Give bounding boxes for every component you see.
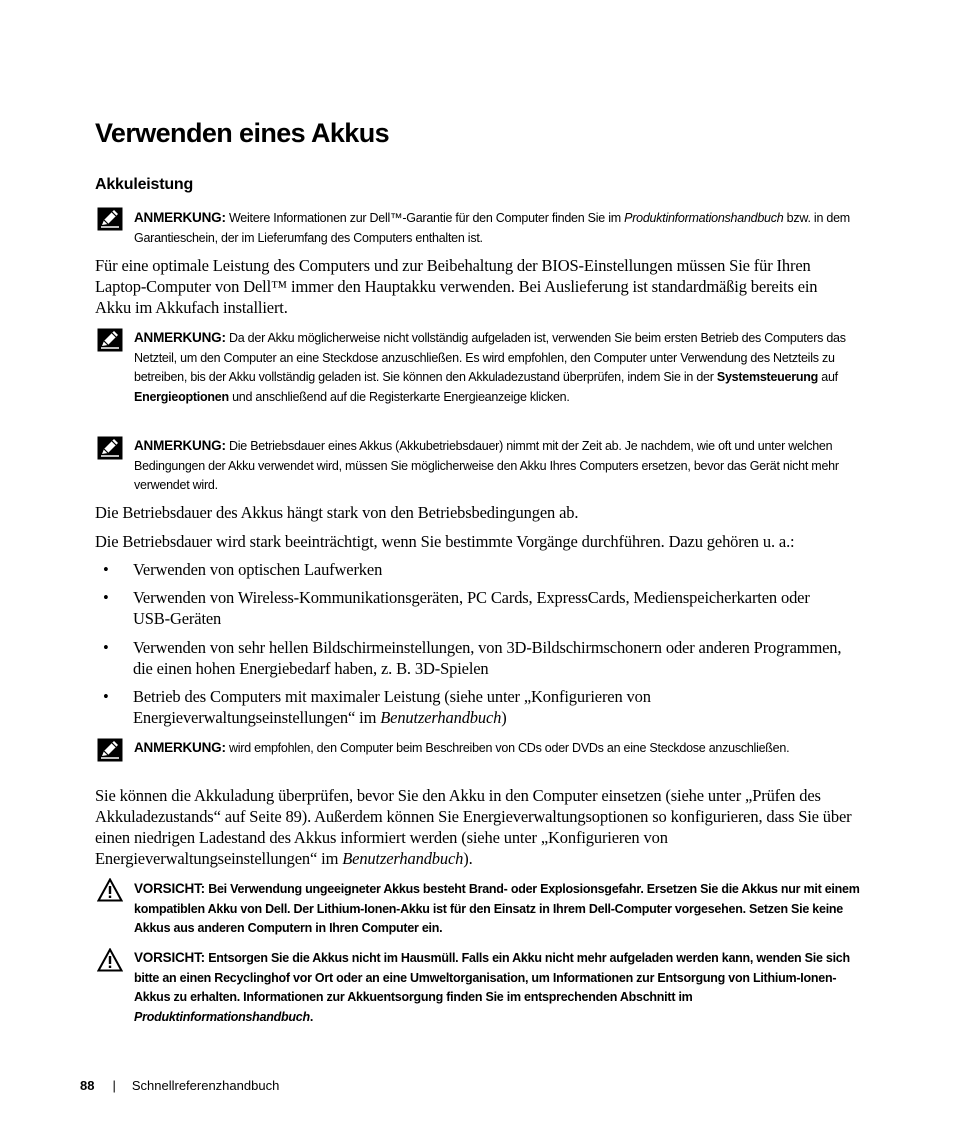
- paragraph-conditions: Die Betriebsdauer des Akkus hängt stark von den Betriebsbedingungen ab.: [95, 503, 579, 522]
- caution-label: VORSICHT:: [134, 881, 205, 896]
- note-lifetime: ANMERKUNG: Die Betriebsdauer eines Akkus (Akkubetriebsdauer) nimmt mit der Zeit ab. Je nachdem, wie oft und unter welchen Bedingungen der Akku verwendet wird, müssen Sie möglicherweise den Akku Ihres Computers ersetzen, bevor das Gerät nicht mehr verwendet wird.: [134, 438, 839, 493]
- pencil-note-icon: [97, 328, 123, 352]
- note-label: ANMERKUNG:: [134, 210, 226, 225]
- footer-separator: |: [112, 1078, 116, 1093]
- bullet-symbol: •: [103, 588, 109, 607]
- caution-fire-risk: VORSICHT: Bei Verwendung ungeeigneter Akkus besteht Brand- oder Explosionsgefahr. Ersetzen Sie die Akkus nur mit einem kompatiblen Akku von Dell. Der Lithium-Ionen-Akku ist für den Einsatz in Ihrem Dell-Computer vorgesehen. Setzen Sie keine Akkus aus anderen Computern in Ihren Computer ein.: [134, 881, 860, 936]
- note-warranty: ANMERKUNG: Weitere Informationen zur Dell™-Garantie für den Computer finden Sie im Produktinformationshandbuch bzw. in dem Garantieschein, der im Lieferumfang des Computers enthalten ist.: [134, 210, 850, 245]
- note-cd-dvd: ANMERKUNG: wird empfohlen, den Computer beim Beschreiben von CDs oder DVDs an eine Steckdose anzuschließen.: [134, 740, 790, 755]
- note-label: ANMERKUNG:: [134, 438, 226, 453]
- section-heading: Akkuleistung: [95, 176, 194, 193]
- note-charge: ANMERKUNG: Da der Akku möglicherweise nicht vollständig aufgeladen ist, verwenden Sie beim ersten Betrieb des Computers das Netzteil, um den Computer an eine Steckdose anzuschließen. Es wird empfohlen, den Computer unter Verwendung des Netzteils zu betreiben, bis der Akku vollständig geladen ist. Sie können den Akkuladezustand überprüfen, indem Sie in der Systemsteuerung auf Energieoptionen und anschließend auf die Registerkarte Energieanzeige klicken.: [134, 330, 846, 405]
- caution-disposal: VORSICHT: Entsorgen Sie die Akkus nicht im Hausmüll. Falls ein Akku nicht mehr aufgeladen werden kann, wenden Sie sich bitte an einen Recyclinghof vor Ort oder an eine Umweltorganisation, um Informationen zur Entsorgung von Lithium-Ionen-Akkus zu erhalten. Informationen zur Akkuentsorgung finden Sie im entsprechenden Abschnitt im Produktinformationshandbuch.: [134, 950, 850, 1025]
- pencil-note-icon: [97, 738, 123, 762]
- note-label: ANMERKUNG:: [134, 740, 226, 755]
- bullet-symbol: •: [103, 687, 109, 706]
- bullet-symbol: •: [103, 560, 109, 579]
- pencil-note-icon: [97, 436, 123, 460]
- warning-triangle-icon: [97, 948, 123, 972]
- caution-label: VORSICHT:: [134, 950, 205, 965]
- paragraph-charge-check: Sie können die Akkuladung überprüfen, bevor Sie den Akku in den Computer einsetzen (siehe unter „Prüfen des Akkuladezustands“ auf Seite 89). Außerdem können Sie Energieverwaltungsoptionen so konfigurieren, dass Sie über einen niedrigen Ladestand des Akkus informiert werden (siehe unter „Konfigurieren von Energieverwaltungseinstellungen“ im Benutzerhandbuch).: [95, 786, 852, 868]
- paragraph-operations: Die Betriebsdauer wird stark beeinträchtigt, wenn Sie bestimmte Vorgänge durchführen. Dazu gehören u. a.:: [95, 532, 795, 551]
- bullet-symbol: •: [103, 638, 109, 657]
- page-footer: [80, 1078, 279, 1093]
- warning-triangle-icon: [97, 878, 123, 902]
- paragraph-main-battery: Für eine optimale Leistung des Computers und zur Beibehaltung der BIOS-Einstellungen müssen Sie für Ihren Laptop-Computer von Dell™ immer den Hauptakku verwenden. Bei Auslieferung ist standardmäßig bereits ein Akku im Akkufach installiert.: [95, 256, 818, 317]
- page-number: 88: [80, 1078, 95, 1093]
- page-title: Verwenden eines Akkus: [95, 118, 390, 148]
- footer-book-title: Schnellreferenzhandbuch: [131, 1078, 280, 1093]
- note-label: ANMERKUNG:: [134, 330, 226, 345]
- pencil-note-icon: [97, 207, 123, 231]
